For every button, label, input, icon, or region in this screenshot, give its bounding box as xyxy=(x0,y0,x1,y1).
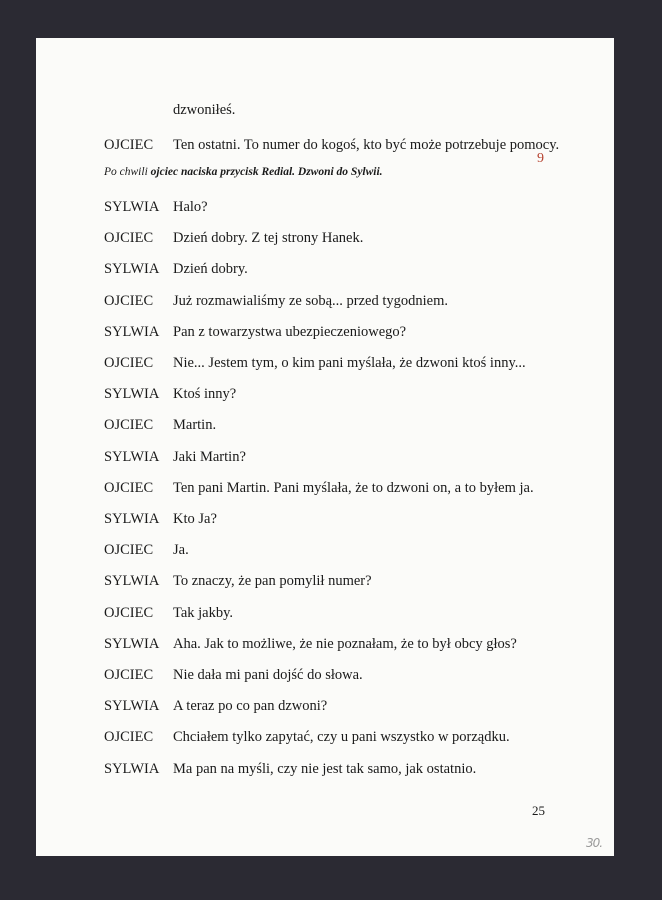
speaker-label: SYLWIA xyxy=(104,261,160,277)
speaker-label: OJCIEC xyxy=(104,230,154,246)
speech-text: Halo? xyxy=(173,199,208,215)
speaker-label: OJCIEC xyxy=(104,480,154,496)
speaker-label: OJCIEC xyxy=(104,355,154,371)
speaker-label: OJCIEC xyxy=(104,542,154,558)
speaker-label: SYLWIA xyxy=(104,698,160,714)
page-number: 25 xyxy=(532,803,545,818)
speech-text: Pan z towarzystwa ubezpieczeniowego? xyxy=(173,324,407,340)
speaker-label: SYLWIA xyxy=(104,511,160,527)
speaker-label: OJCIEC xyxy=(104,667,154,683)
speaker-label: SYLWIA xyxy=(104,386,160,402)
speaker-label: OJCIEC xyxy=(104,293,154,309)
speech-text: Ten ostatni. To numer do kogoś, kto być może potrzebuje pomocy. xyxy=(173,137,560,153)
speech-text: Tak jakby. xyxy=(173,605,234,621)
speech-text: Nie... Jestem tym, o kim pani myślała, że dzwoni ktoś inny... xyxy=(173,355,526,371)
speaker-label: OJCIEC xyxy=(104,137,154,153)
speech-text: Martin. xyxy=(173,417,217,433)
speaker-label: OJCIEC xyxy=(104,417,154,433)
speech-text: Już rozmawialiśmy ze sobą... przed tygodniem. xyxy=(173,293,449,309)
continuation-text: dzwoniłeś. xyxy=(173,102,236,118)
speech-text: Ktoś inny? xyxy=(173,386,237,402)
speaker-label: SYLWIA xyxy=(104,573,160,589)
pencil-annotation: 30. xyxy=(586,836,603,850)
speech-text: Ja. xyxy=(173,542,189,558)
stage-direction-lead: Po chwili xyxy=(104,166,151,178)
speaker-label: SYLWIA xyxy=(104,636,160,652)
speaker-label: SYLWIA xyxy=(104,199,160,215)
speech-text: Kto Ja? xyxy=(173,511,217,527)
speech-text: Dzień dobry. Z tej strony Hanek. xyxy=(173,230,364,246)
speaker-label: SYLWIA xyxy=(104,324,160,340)
speech-text: Dzień dobry. xyxy=(173,261,248,277)
stage-direction xyxy=(104,166,383,178)
speech-text: To znaczy, że pan pomylił numer? xyxy=(173,573,372,589)
speech-text: Ten pani Martin. Pani myślała, że to dzwoni on, a to byłem ja. xyxy=(173,480,534,496)
speech-text: Aha. Jak to możliwe, że nie poznałam, że to był obcy głos? xyxy=(173,636,517,652)
margin-number: 9 xyxy=(537,151,544,166)
speaker-label: OJCIEC xyxy=(104,605,154,621)
speaker-label: SYLWIA xyxy=(104,761,160,777)
speech-text: A teraz po co pan dzwoni? xyxy=(173,698,328,714)
speaker-label: SYLWIA xyxy=(104,449,160,465)
speech-text: Nie dała mi pani dojść do słowa. xyxy=(173,667,363,683)
speech-text: Chciałem tylko zapytać, czy u pani wszystko w porządku. xyxy=(173,729,510,745)
script-page xyxy=(36,38,614,856)
stage-direction-bold: ojciec naciska przycisk Redial. Dzwoni do Sylwii. xyxy=(150,166,383,178)
speaker-label: OJCIEC xyxy=(104,729,154,745)
speech-text: Ma pan na myśli, czy nie jest tak samo, jak ostatnio. xyxy=(173,761,477,777)
speech-text: Jaki Martin? xyxy=(173,449,246,465)
